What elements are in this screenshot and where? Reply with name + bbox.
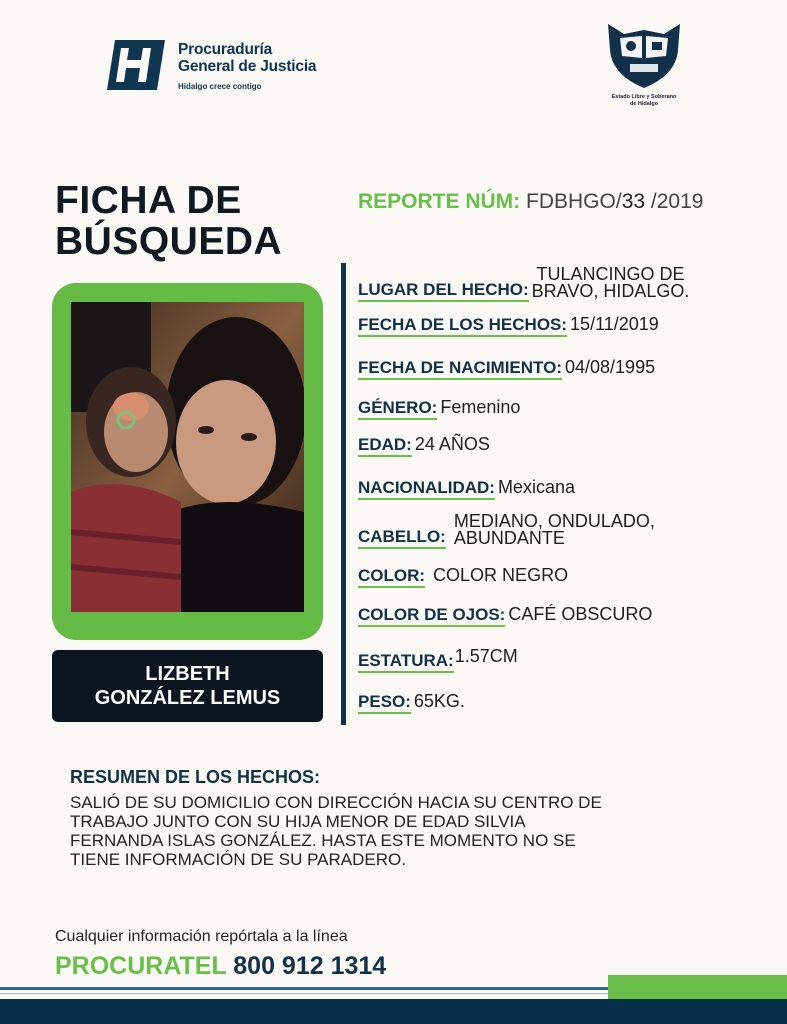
field-label: NACIONALIDAD: <box>358 479 495 500</box>
field-estatura <box>358 647 518 673</box>
field-label: EDAD: <box>358 436 412 457</box>
field-value: CAFÉ OBSCURO <box>508 604 653 624</box>
field-value <box>532 266 690 302</box>
field-value: 65KG. <box>413 691 465 711</box>
field-value: 15/11/2019 <box>570 314 659 334</box>
person-last-names: GONZÁLEZ LEMUS <box>94 687 281 709</box>
seal-caption-line-1: Estado Libre y Soberano <box>611 94 677 100</box>
field-label: FECHA DE NACIMIENTO: <box>358 359 562 380</box>
title-line-2: BÚSQUEDA <box>55 220 283 263</box>
field-value-line-2: BRAVO, HIDALGO. <box>531 281 690 301</box>
procuraduria-logo-icon <box>107 40 165 90</box>
field-value-line-2: ABUNDANTE <box>453 528 565 548</box>
summary-line: FERNANDA ISLAS GONZÁLEZ. HASTA ESTE MOMENTO NO SE <box>70 831 576 850</box>
report-prefix: FDBHGO/ <box>526 190 622 213</box>
field-color-de-ojos <box>358 605 652 627</box>
field-value: Mexicana <box>497 477 575 497</box>
footer-divider-thin-line <box>0 993 608 994</box>
field-value-line-1: TULANCINGO DE <box>536 264 685 284</box>
title-line-1: FICHA DE <box>55 179 242 222</box>
org-tagline: Hidalgo crece contigo <box>178 82 262 91</box>
seal-caption <box>595 94 693 108</box>
summary-title: RESUMEN DE LOS HECHOS: <box>70 767 321 787</box>
field-edad <box>358 435 490 457</box>
hidalgo-coat-of-arms-icon <box>604 20 684 90</box>
field-label: CABELLO: <box>358 528 446 549</box>
footer-green-accent <box>608 975 787 999</box>
report-num: 33 <box>621 190 646 213</box>
field-value-line-1: MEDIANO, ONDULADO, <box>453 511 655 531</box>
field-fecha-de-nacimiento <box>358 358 655 380</box>
missing-person-photo <box>71 302 304 612</box>
field-label: LUGAR DEL HECHO: <box>358 281 529 302</box>
page-title <box>55 180 282 262</box>
report-label: REPORTE NÚM: <box>358 190 521 213</box>
vertical-divider <box>341 263 346 725</box>
summary-line: SALIÓ DE SU DOMICILIO CON DIRECCIÓN HACIA SU CENTRO DE <box>70 793 602 812</box>
field-genero <box>358 398 520 420</box>
field-value: 24 AÑOS <box>414 434 490 454</box>
seal-caption-line-2: de Hidalgo <box>629 101 659 107</box>
field-nacionalidad <box>358 478 575 500</box>
field-label: FECHA DE LOS HECHOS: <box>358 316 567 337</box>
summary-line: TIENE INFORMACIÓN DE SU PARADERO. <box>70 850 406 869</box>
field-fecha-de-los-hechos <box>358 315 659 337</box>
field-value: 1.57CM <box>454 646 518 666</box>
field-label: PESO: <box>358 693 411 714</box>
field-label: COLOR: <box>358 567 425 588</box>
field-label: COLOR DE OJOS: <box>358 606 505 627</box>
field-value: 04/08/1995 <box>565 357 656 377</box>
field-color <box>358 566 568 588</box>
field-value: COLOR NEGRO <box>433 565 569 585</box>
photo-portrait-icon <box>71 302 304 612</box>
summary-body <box>70 793 690 869</box>
field-cabello <box>358 513 655 549</box>
field-value <box>454 513 655 549</box>
footer-divider-line <box>0 987 608 990</box>
footer-band <box>0 999 787 1024</box>
organization-name <box>178 41 316 95</box>
report-suffix: /2019 <box>645 190 704 213</box>
field-lugar-del-hecho <box>358 266 689 302</box>
summary-line: TRABAJO JUNTO CON SU HIJA MENOR DE EDAD SILVIA <box>70 812 526 831</box>
contact-prompt: Cualquier información repórtala a la línea <box>55 928 348 945</box>
hotline <box>55 952 386 981</box>
field-label: GÉNERO: <box>358 399 437 420</box>
field-value: Femenino <box>440 397 521 417</box>
person-first-name: LIZBETH <box>145 663 230 685</box>
report-number <box>358 190 703 214</box>
hotline-phone-number[interactable]: 800 912 1314 <box>233 952 387 980</box>
field-peso <box>358 692 465 714</box>
person-name-box <box>52 650 323 722</box>
org-line-2: General de Justicia <box>178 58 317 75</box>
field-label: ESTATURA: <box>358 652 454 673</box>
org-line-1: Procuraduría <box>178 41 273 58</box>
hotline-service-name: PROCURATEL <box>55 952 227 980</box>
